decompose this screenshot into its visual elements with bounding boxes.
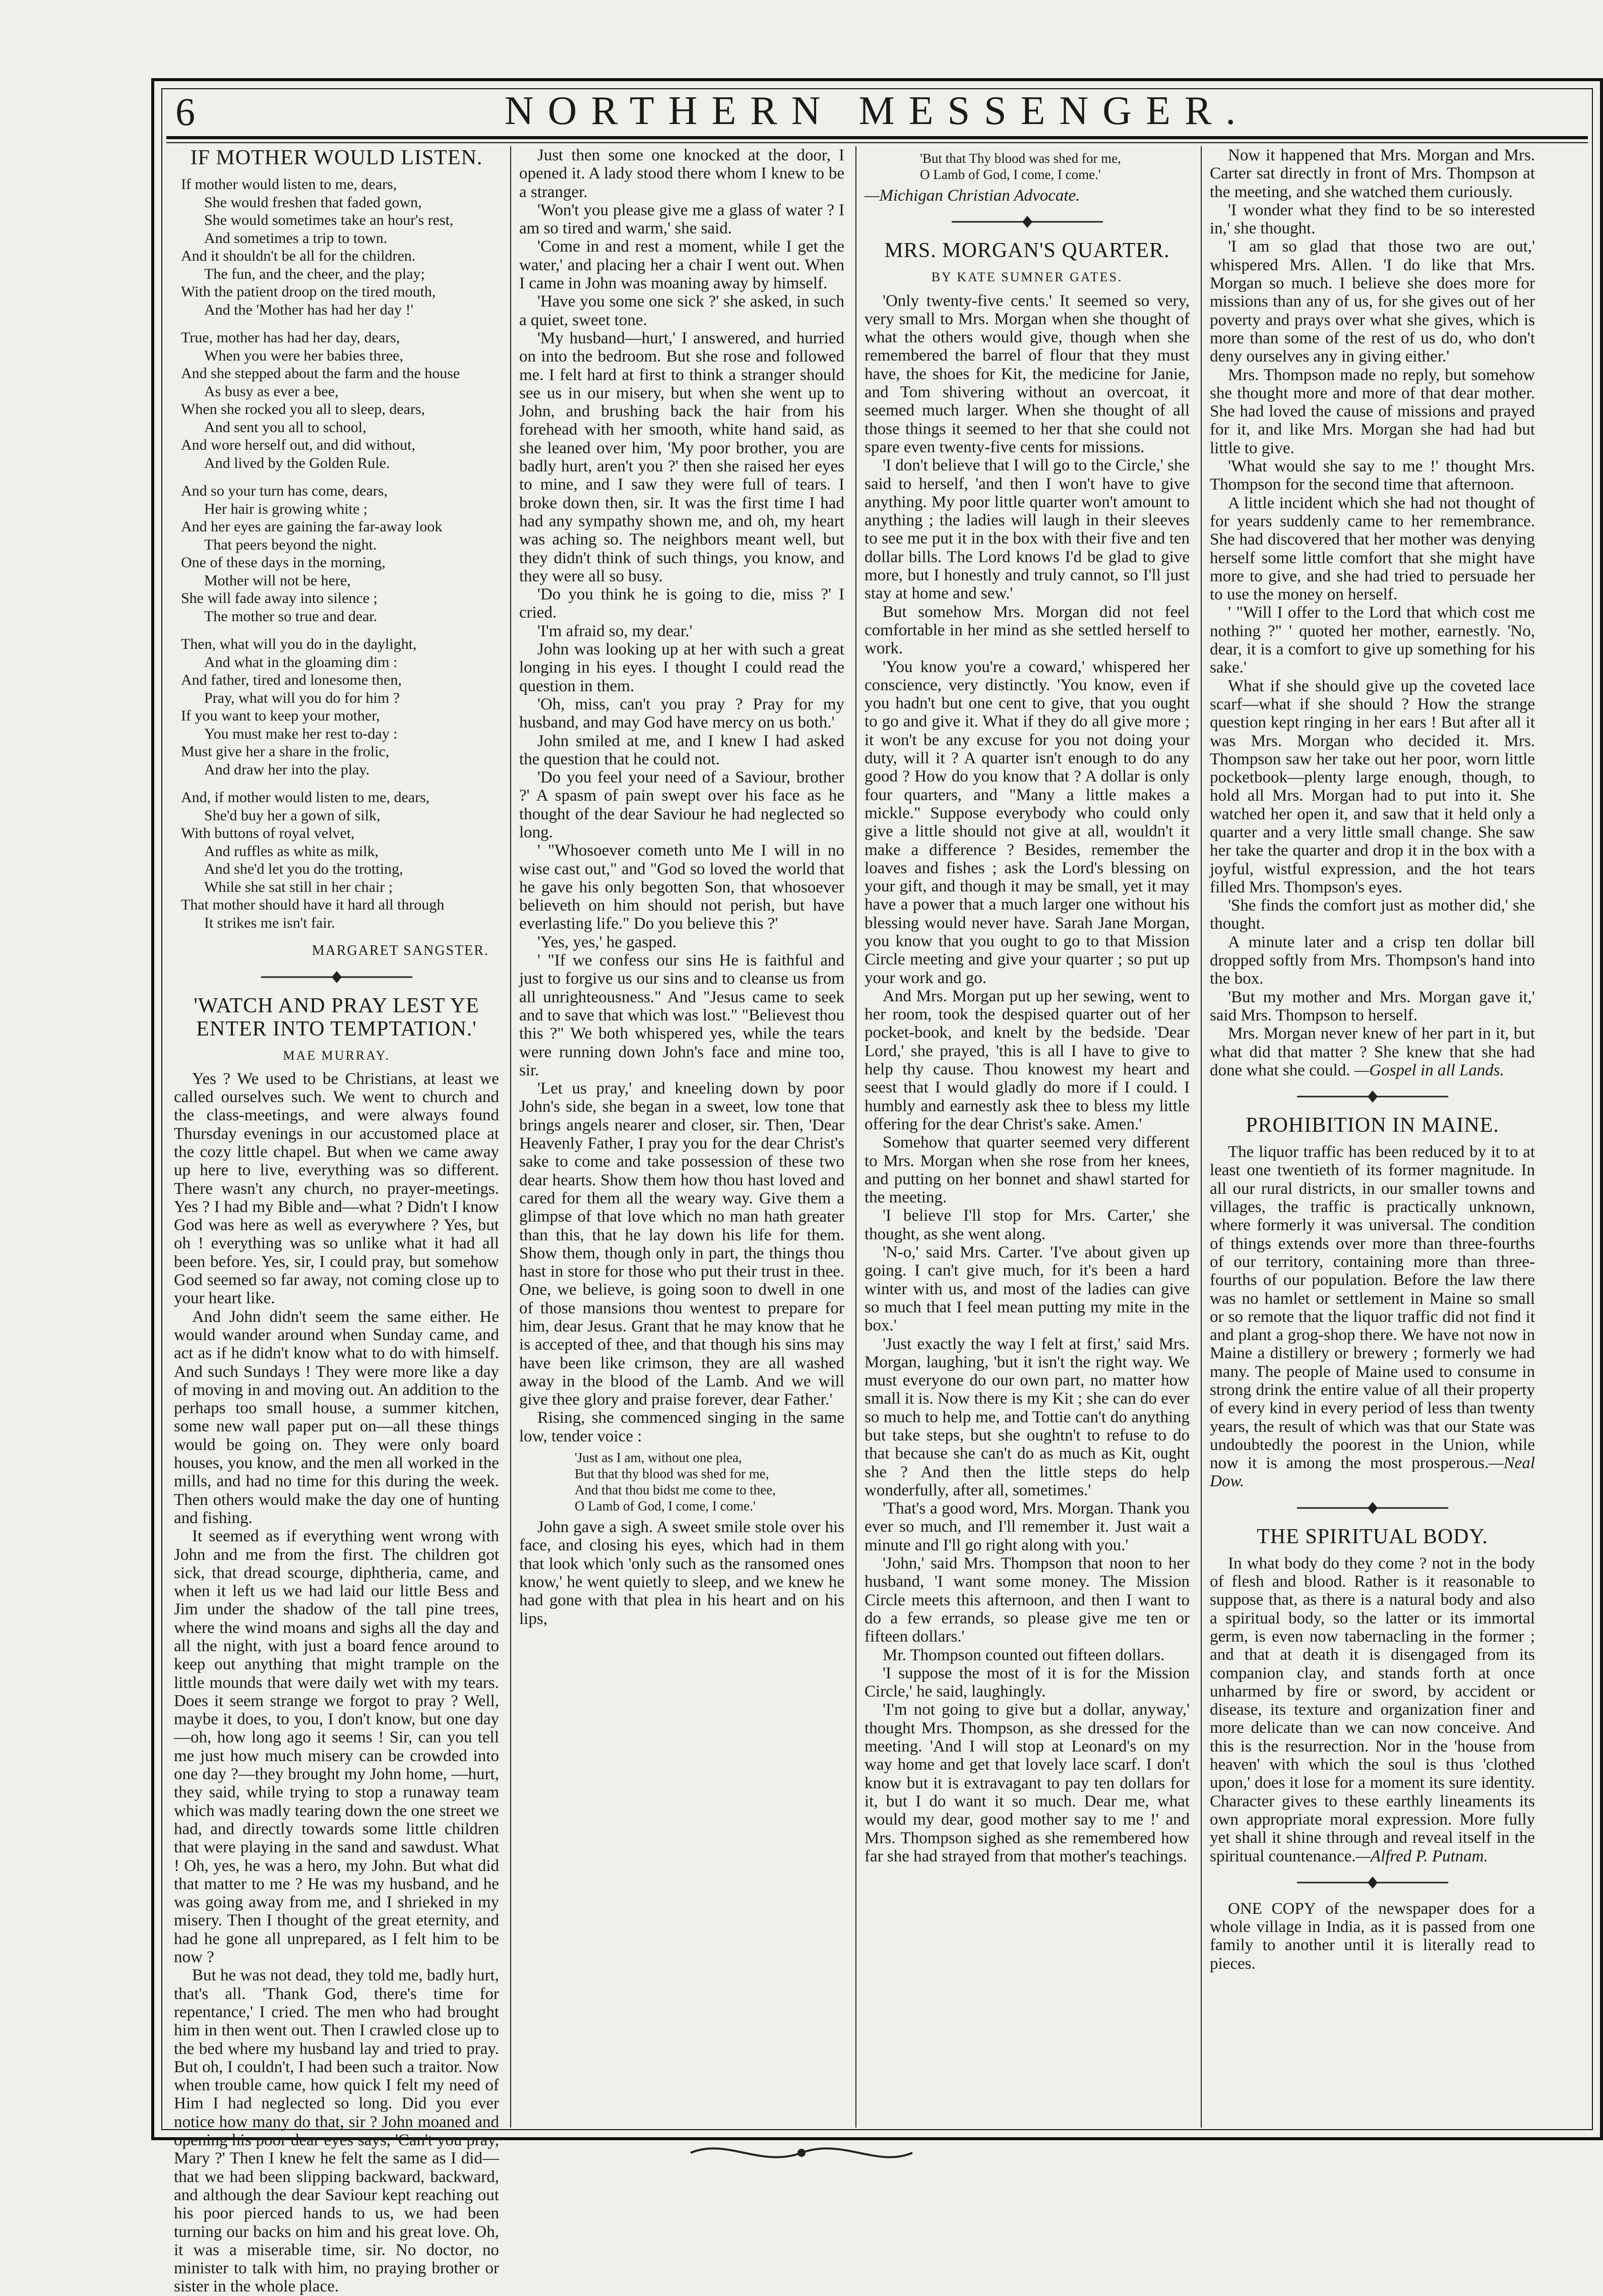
poem-line: One of these days in the morning, [181,554,386,571]
poem-line: With buttons of royal velvet, [181,825,355,841]
poem-line: If mother would listen to me, dears, [181,176,397,193]
page-number: 6 [175,90,195,134]
poem-line: She would sometimes take an hour's rest, [204,212,454,228]
poem-line: And the 'Mother has had her day !' [204,301,413,318]
poem-line: And she stepped about the farm and the house [181,365,460,382]
poem-line: While she sat still in her chair ; [204,878,393,895]
paragraph: What if she should give up the coveted lace scarf—what if she should ? How the strange question kept ringing in her ears ! But after all it was Mrs. Morgan who decided it. Mrs. Thompson saw her take out her poor, worn little pocketbook—plenty large enough, though, to hold all Mrs. Morgan had to put into it. She watched her open it, and saw that it held only a quarter and a very little small change. She saw her take the quarter and drop it in the box with a joyful, wistful expression, and the hot tears filled Mrs. Thompson's eyes. [1210,677,1535,896]
poem-author: MARGARET SANGSTER. [312,943,489,958]
hymn-quote [575,1449,844,1514]
paragraph: ' "If we confess our sins He is faithful and just to forgive us our sins and to cleanse us from all unrighteousness." And "Jesus came to seek and to save that which was lost." "Believest thou this ?" We both whispered yes, while the tears were running down John's face and mine too, sir. [519,951,844,1079]
column-4 [1210,146,1535,2123]
poem-stanza [174,789,499,932]
note-lead: ONE COPY [1228,1899,1316,1918]
story-author: MAE MURRAY. [283,1048,390,1063]
source-credit: —Neal Dow. [1210,1454,1535,1491]
paragraph: Yes ? We used to be Christians, at least we called ourselves such. We went to church and the class-meetings, and were always found Thursday evenings in our accustomed place at the cozy little chapel. But when we came away up here to live, everything was so different. There wasn't any church, no prayer-meetings. Yes ? I had my Bible and—what ? Didn't I know God was here as well as everywhere ? Yes, but oh ! everything was so unlike what it had all been before. Yes, sir, I could pray, but somehow God seemed so far away, not coming close up to your heart like. [174,1069,499,1308]
poem-if-mother-would-listen [174,146,499,960]
article-title: THE SPIRITUAL BODY. [1257,1525,1488,1548]
paragraph: 'Yes, yes,' he gasped. [537,933,677,951]
header-rule [166,136,1588,143]
poem-line: The mother so true and dear. [204,608,378,625]
paragraph: 'I wonder what they find to be so interested in,' she thought. [1210,201,1535,238]
poem-line: Must give her a share in the frolic, [181,743,390,760]
paragraph: 'N-o,' said Mrs. Carter. 'I've about given up going. I can't give much, for it's been a hard winter with us, and most of the ladies can give so much that I feel mean putting my mite in the box.' [865,1243,1190,1335]
poem-line: And it shouldn't be all for the children. [181,248,416,264]
paragraph: But somehow Mrs. Morgan did not feel comfortable in her mind as she settled herself to work. [865,602,1190,658]
paragraph: 'Won't you please give me a glass of water ? I am so tired and warm,' she said. [519,201,844,238]
paragraph: Somehow that quarter seemed very different to Mrs. Morgan when she rose from her knees, and putting on her bonnet and shawl started for the meeting. [865,1133,1190,1207]
paragraph-text: The liquor traffic has been reduced by it to at least one twentieth of its former magnitude. In all our rural districts, in our smaller towns and villages, the traffic is practically unknown, where formerly it was universal. The condition of things extends over more than three-fourths of our territory, containing more than three-fourths of our population. Before the law there was no hamlet or settlement in Maine so small or so remote that the liquor traffic did not find it and plant a grog-shop there. We have not now in Maine a distillery or brewery ; formerly we had many. The people of Maine used to consume in strong drink the entire value of all their property of every kind in every period of less than twenty years, the result of which was that our State was undoubtedly the poorest in the Union, while now it is among the most prosperous. [1210,1143,1535,1473]
paragraph: 'I'm afraid so, my dear.' [537,622,693,640]
section-ornament [1210,1082,1535,1111]
poem-line: That peers beyond the night. [204,536,377,553]
paragraph: John was looking up at her with such a great longing in his eyes. I thought I could read the question in them. [519,640,844,695]
poem-stanza [174,482,499,625]
story-title: 'WATCH AND PRAY LEST YE ENTER INTO TEMPTATION.' [194,994,479,1041]
poem-line: She'd buy her a gown of silk, [204,807,381,824]
paragraph: 'I'm not going to give but a dollar, anyway,' thought Mrs. Thompson, as she dressed for the meeting. 'And I will stop at Leonard's on my way home and get that lovely lace scarf. I don't know but it is extravagant to pay ten dollars for it, but I do want it so much. Dear me, what would my dear, good mother say to me !' and Mrs. Thompson sighed as she remembered how far she had strayed from that mother's teachings. [865,1701,1190,1865]
paragraph: Mrs. Thompson made no reply, but somehow she thought more and more of that dear mother. She had loved the cause of missions and prayed for it, and like Mrs. Morgan she had had but little to give. [1210,366,1535,457]
hymn-line: 'Just as I am, without one plea, [575,1450,742,1466]
paragraph: ' "Whosoever cometh unto Me I will in no wise cast out," and "God so loved the world that he gave his only begotten Son, that whosoever believeth on him should not perish, but have everlasting life." Do you believe this ?' [519,841,844,933]
poem-line: Her hair is growing white ; [204,500,368,517]
paragraph: 'Have you some one sick ?' she asked, in such a quiet, sweet tone. [519,292,844,329]
poem-line: You must make her rest to-day : [204,725,398,742]
note-text: of the newspaper does for a whole village in India, as it is passed from one family to another until it is literally read to pieces. [1210,1899,1535,1973]
paragraph: 'Let us pray,' and kneeling down by poor John's side, she began in a sweet, low tone that brings angels nearer and closer, sir. Then, 'Dear Heavenly Father, I pray you for the dear Christ's sake to come and take possession of these two dear hearts. Show them how thou hast loved and cared for them all the weary way. Give them a glimpse of that love which no man hath greater than this, that he lay down his life for them. Show them, though only in part, the things thou hast in store for those who put their trust in thee. One, we believe, is going soon to dwell in one of those mansions thou wentest to prepare for him, dear Jesus. Grant that he may know that he is accepted of thee, and that though his sins may have been like crimson, they are all washed away in the blood of the Lamb. And we will give thee glory and praise forever, dear Father.' [519,1079,844,1409]
poem-line: And father, tired and lonesome then, [181,672,402,688]
paragraph: A minute later and a crisp ten dollar bill dropped softly from Mrs. Thompson's hand into the box. [1210,933,1535,988]
paragraph: 'John,' said Mrs. Thompson that noon to her husband, 'I want some money. The Mission Circle meets this afternoon, and then I want to do a few errands, so please give me ten or fifteen dollars.' [865,1554,1190,1646]
paragraph: Mr. Thompson counted out fifteen dollars. [883,1646,1165,1664]
section-ornament [1210,1494,1535,1522]
paragraph: 'I suppose the most of it is for the Mission Circle,' he said, laughingly. [865,1664,1190,1701]
page-header [166,83,1588,139]
source-credit: —Gospel in all Lands. [1354,1061,1504,1079]
poem-stanza [174,635,499,778]
hymn-quote [920,150,1190,183]
poem-line: Then, what will you do in the daylight, [181,636,417,652]
paragraph: 'You know you're a coward,' whispered her conscience, very distinctly. 'You know, even if you hadn't but one cent to give, that you ought to go and give it. What if they do all give more ; it won't be any excuse for you not doing your duty, will it ? A quarter isn't enough to do any good ? How do you know that ? A dollar is only four quarters, and "Many a little makes a mickle." Suppose everybody who could only give a little should not give at all, wouldn't it make a difference ? Besides, remember the loaves and fishes ; ask the Lord's blessing on your gift, and though it may be small, yet it may have a power that a much larger one without his blessing would never have. Sarah Jane Morgan, you know that you ought to go to that Mission Circle meeting and give your quarter ; so put up your work and go. [865,657,1190,987]
poem-line: With the patient droop on the tired mouth, [181,283,436,300]
poem-stanza [174,175,499,319]
poem-line: She would freshen that faded gown, [204,194,422,211]
poem-line: And what in the gloaming dim : [204,653,398,671]
poem-title: IF MOTHER WOULD LISTEN. [190,146,483,169]
poem-line: The fun, and the cheer, and the play; [204,265,425,282]
paragraph: 'Just exactly the way I felt at first,' said Mrs. Morgan, laughing, 'but it isn't the right way. We must everyone do our own part, no matter how small it is. Now there is my Kit ; she can do ever so much to help me, and Tottie can't do anything but take steps, but she oughtn't to refuse to do that because she can't do as much as Kit, ought she ? And then the little steps do help wonderfully, after all, sometimes.' [865,1335,1190,1499]
paragraph: 'I don't believe that I will go to the Circle,' she said to herself, 'and then I won't have to give anything. My poor little quarter won't amount to anything ; the ladies will laugh in their sleeves to see me put it in the box with their five and ten dollar bills. The Lord knows I'd be glad to give more, but I honestly and truly cannot, so I'll just stay at home and sew.' [865,456,1190,603]
article-prohibition-in-maine [1210,1114,1535,1491]
poem-line: As busy as ever a bee, [204,383,339,400]
section-ornament [174,963,499,991]
paragraph: 'I am so glad that those two are out,' whispered Mrs. Allen. 'I do like that Mrs. Morgan so much. I believe she does more for missions than any of us, for she gives out of her poverty and prays over what she gives, which is more than some of the rest of us do, who don't deny ourselves any in giving either.' [1210,237,1535,366]
article-title: PROHIBITION IN MAINE. [1246,1114,1499,1137]
column-rule [855,146,856,2128]
paragraph: 'I believe I'll stop for Mrs. Carter,' she thought, as she went along. [865,1206,1190,1243]
poem-line: True, mother has had her day, dears, [181,329,400,346]
paragraph-text: Mrs. Morgan never knew of her part in it, but what did that matter ? She knew that she had done what she could. [1210,1024,1535,1079]
poem-line: Mother will not be here, [204,572,351,589]
paragraph: 'What would she say to me !' thought Mrs. Thompson for the second time that afternoon. [1210,457,1535,494]
paragraph: 'Only twenty-five cents.' It seemed so very, very small to Mrs. Morgan when she thought of what the others would give, though when she remembered the barrel of flour that they must have, the shoes for Kit, the medicine for Janie, and Tom shivering without an overcoat, it seemed much larger. When she thought of all those things it seemed to her that she could not spare even twenty-five cents for missions. [865,291,1190,456]
hymn-line: And that thou bidst me come to thee, [575,1482,776,1498]
paragraph: ' "Will I offer to the Lord that which cost me nothing ?" ' quoted her mother, earnestly. 'No, dear, it is a comfort to give up something for his sake.' [1210,603,1535,677]
poem-body [174,175,499,960]
paragraph: Rising, she commenced singing in the same low, tender voice : [519,1409,844,1445]
poem-line: When you were her babies three, [204,347,403,364]
masthead-title: NORTHERN MESSENGER. [504,89,1250,133]
hymn-line: O Lamb of God, I come, I come.' [575,1498,756,1514]
story-title: MRS. MORGAN'S QUARTER. [884,239,1170,263]
hymn-line: But that thy blood was shed for me, [575,1466,769,1482]
closing-note [1210,1900,1535,1973]
column-rule [1201,146,1202,2128]
poem-line: And she'd let you do the trotting, [204,861,403,877]
paragraph [1210,1024,1535,1079]
paragraph: And Mrs. Morgan put up her sewing, went to her room, took the despised quarter out of her pocket-book, and knelt by the bedside. 'Dear Lord,' she prayed, 'this is all I have to give to help thy cause. Thou knowest my heart and seest that I would gladly do more if I could. I humbly and earnestly ask thee to bless my little offering for the dear Christ's sake. Amen.' [865,987,1190,1133]
section-ornament [865,208,1190,236]
paragraph: 'Come in and rest a moment, while I get the water,' and placing her a chair I went out. When I came in John was moaning away by himself. [519,237,844,293]
source-credit: —Alfred P. Putnam. [1355,1847,1488,1865]
poem-line: And draw her into the play. [204,761,369,778]
paragraph: But he was not dead, they told me, badly hurt, that's all. 'Thank God, there's time for repentance,' I cried. The men who had brought him in then went out. Then I crawled close up to the bed where my husband lay and tried to pray. But oh, I couldn't, I had been such a traitor. Now when trouble came, how quick I felt my need of Him I had neglected so long. Did you ever notice how many do that, sir ? John moaned and opening his poor dear eyes says, 'Can't you pray, Mary ?' Then I knew he felt the same as I did—that we had been slipping backward, backward, and although the dear Saviour kept reaching out his poor pierced hands to us, we had been turning our backs on him and his great love. Oh, it was a miserable time, sir. No doctor, no minister to talk with him, no praying brother or sister in the whole place. [174,1966,499,2296]
paragraph: 'That's a good word, Mrs. Morgan. Thank you ever so much, and I'll remember it. Just wait a minute and I'll go right along with you.' [865,1499,1190,1554]
hymn-line: 'But that Thy blood was shed for me, [920,151,1121,166]
section-ornament [1210,1868,1535,1897]
paragraph: 'Do you feel your need of a Saviour, brother ?' A spasm of pain swept over his face as he thought of the dear Saviour he had neglected so long. [519,768,844,841]
poem-line: And wore herself out, and did without, [181,437,415,453]
column-rule [510,146,511,2128]
poem-line: That mother should have it hard all through [181,896,445,913]
paragraph: 'Oh, miss, can't you pray ? Pray for my husband, and may God have mercy on us both.' [519,695,844,732]
paragraph: It seemed as if everything went wrong with John and me from the first. The children got sick, that dread scourge, diphtheria, came, and when it left us we had laid our little Bess and Jim under the shadow of the tall pine trees, where the wind moans and sighs all the day and all the night, with just a board fence around to keep out anything that might trample on the little mounds that were daily wet with my tears. Does it seem strange we forgot to pray ? Well, maybe it does, to you, I don't know, but one day—oh, how long ago it seems ! Sir, can you tell me just how much misery can be crowded into one day ?—they brought my John home, —hurt, they said, while trying to stop a runaway team which was madly tearing down the one street we had, and directly towards some little children that were playing in the sand and sawdust. What ! Oh, yes, he was a hero, my John. But what did that matter to me ? He was my husband, and he was going away from me, and I shrieked in my misery. Then I thought of the great eternity, and had he gone all unprepared, as I felt him to be now ? [174,1527,499,1967]
column-1 [174,146,499,2296]
article-spiritual-body [1210,1525,1535,1865]
poem-line: And sent you all to school, [204,418,366,436]
poem-line: And, if mother would listen to me, dears, [181,789,430,806]
poem-line: When she rocked you all to sleep, dears, [181,401,425,417]
column-3 [865,146,1190,2123]
paragraph: John smiled at me, and I knew I had asked the question that he could not. [519,732,844,768]
poem-line: And lived by the Golden Rule. [204,454,390,471]
poem-line: And so your turn has come, dears, [181,482,388,499]
paragraph: 'My husband—hurt,' I answered, and hurried on into the bedroom. But she rose and followed me. I felt hard at first to think a stranger should see us in our misery, but when she went up to John, and brushing back the hair from his forehead with her smooth, white hand said, as she leaned over him, 'My poor brother, you are badly hurt, aren't you ?' then she raised her eyes to mine, and I saw they were full of tears. I broke down then, sir. It was the first time I had had any sympathy shown me, and oh, my heart was aching so. The neighbors meant well, but they didn't think of such things, you know, and they were all so busy. [519,329,844,585]
paragraph [1210,1143,1535,1491]
poem-line: And ruffles as white as milk, [204,842,379,860]
source-credit: —Michigan Christian Advocate. [865,187,1080,205]
column-2 [519,146,844,2123]
story-mrs-morgans-quarter [865,239,1190,1865]
paragraph: And John didn't seem the same either. He would wander around when Sunday came, and act as if he didn't know what to do with himself. And such Sundays ! They were more like a day of moving in and moving out. An addition to the perhaps too small house, a summer kitchen, some new wall paper put on—all these things would be going on. They were only board houses, you know, and the men all worked in the mills, and had no time for this during the week. Then others would make the day one of hunting and fishing. [174,1307,499,1527]
hymn-line: O Lamb of God, I come, I come.' [920,167,1101,182]
story-author: BY KATE SUMNER GATES. [931,270,1123,285]
poem-line: If you want to keep your mother, [181,707,380,724]
poem-stanza [174,329,499,472]
poem-line: Pray, what will you do for him ? [204,689,400,706]
paragraph: Now it happened that Mrs. Morgan and Mrs. Carter sat directly in front of Mrs. Thompson at the meeting, and she watched them curiously. [1210,146,1535,201]
paragraph: 'She finds the comfort just as mother did,' she thought. [1210,896,1535,933]
paragraph: 'But my mother and Mrs. Morgan gave it,' said Mrs. Thompson to herself. [1210,988,1535,1024]
paragraph: Just then some one knocked at the door, I opened it. A lady stood there whom I knew to be a stranger. [519,146,844,201]
poem-line: It strikes me isn't fair. [204,914,335,931]
poem-line: And sometimes a trip to town. [204,229,388,247]
paragraph: 'Do you think he is going to die, miss ?' I cried. [519,585,844,622]
paragraph [1210,1554,1535,1865]
paragraph-text: In what body do they come ? not in the body of flesh and blood. Rather is it reasonable to suppose that, as there is a natural body and also a spiritual body, so the latter or its immortal germ, is even now tabernacling in the former ; and that at death it is disengaged from its companion clay, and stands forth at once unharmed by fire or sword, by accident or disease, its texture and organization finer and more delicate than we can now conceive. And this is the resurrection. Nor in the 'house from heaven' with which the soul is thus 'clothed upon,' does it lose for a moment its sure identity. Character gives to these earthly lineaments its own appropriate moral expression. More fully yet shall it shine through and reveal itself in the spiritual countenance. [1210,1554,1535,1865]
story-watch-and-pray [174,994,499,2296]
paragraph: A little incident which she had not thought of for years suddenly came to her remembrance. She had discovered that her mother was denying herself some little comfort that she might have more to give, and she had tried to persuade her to use the money on herself. [1210,494,1535,604]
paragraph: John gave a sigh. A sweet smile stole over his face, and closing his eyes, which had in them that look which 'only such as the ransomed ones know,' he went quietly to sleep, and we knew he had gone with that plea in his heart and on his lips, [519,1518,844,1628]
poem-line: And her eyes are gaining the far-away look [181,518,443,535]
poem-line: She will fade away into silence ; [181,590,378,607]
bottom-flourish-ornament [686,2135,917,2170]
